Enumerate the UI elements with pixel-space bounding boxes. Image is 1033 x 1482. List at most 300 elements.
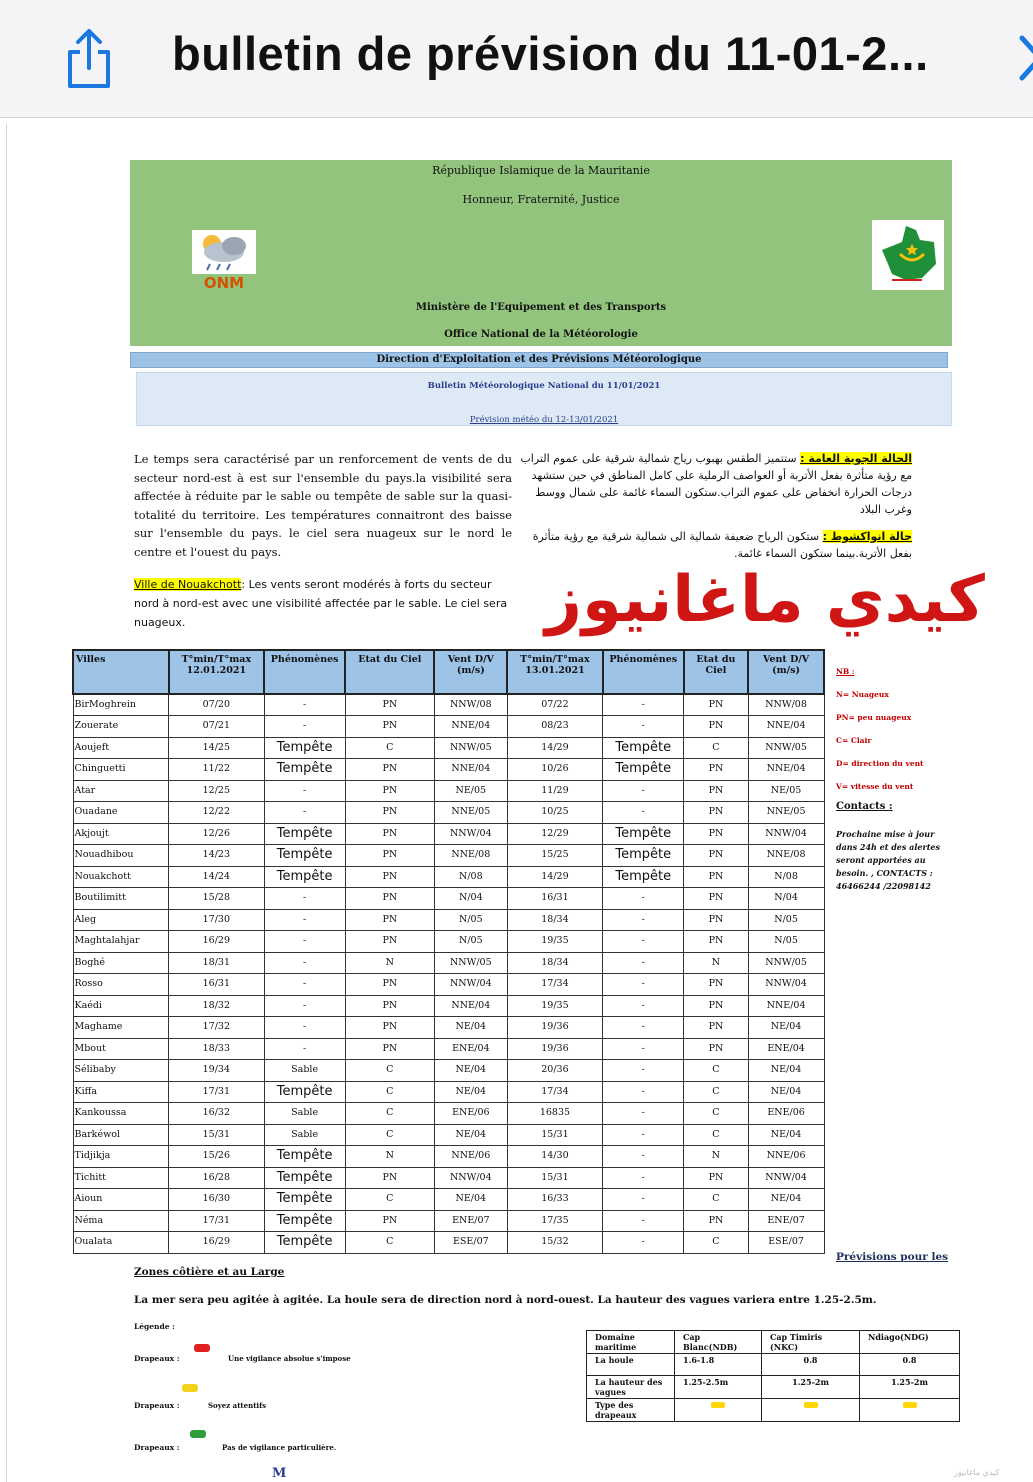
- ar-general-text: ستتميز الطقس بهبوب رياح شمالية شرقية على عموم التراب مع رؤية متأثرة بفعل الأتربة أو العواصف الرملية على كامل المناطق في حين ستشهد درجات الحرارة انخفاض على عموم التراب.ستكون السماء غائمة على شمال ووسط وغرب البلاد: [520, 452, 912, 516]
- table-cell: 19/36: [507, 1038, 603, 1060]
- table-cell: 17/34: [507, 974, 603, 996]
- table-cell: NE/04: [748, 1060, 824, 1082]
- table-cell: N/05: [434, 931, 507, 953]
- table-cell: 14/29: [507, 866, 603, 888]
- table-row: [73, 845, 824, 867]
- table-cell: 19/36: [507, 1017, 603, 1039]
- table-cell: 11/22: [169, 759, 265, 781]
- table-cell: Sable: [264, 1124, 345, 1146]
- table-cell: 08/23: [507, 716, 603, 738]
- yellow-flag-icon: [903, 1402, 917, 1408]
- table-cell: ENE/07: [748, 1210, 824, 1232]
- table-row: [73, 1124, 824, 1146]
- marine-header-cell: Cap Blanc(NDB): [675, 1331, 762, 1354]
- table-cell: PN: [345, 866, 434, 888]
- city-name: Maghame: [73, 1017, 169, 1039]
- table-cell: Sable: [264, 1060, 345, 1082]
- table-cell: 18/34: [507, 952, 603, 974]
- table-row: [73, 1210, 824, 1232]
- bulletin-line: Bulletin Météorologique National du 11/01/2021: [427, 381, 661, 391]
- table-cell: NE/05: [748, 780, 824, 802]
- city-name: Kaédi: [73, 995, 169, 1017]
- table-row: [73, 737, 824, 759]
- table-cell: PN: [684, 780, 748, 802]
- table-row: [73, 931, 824, 953]
- table-cell: 15/31: [507, 1124, 603, 1146]
- table-cell: PN: [345, 845, 434, 867]
- table-row: [73, 1167, 824, 1189]
- table-cell: NE/04: [434, 1124, 507, 1146]
- motto-line: Honneur, Fraternité, Justice: [462, 193, 620, 206]
- table-cell: PN: [345, 1038, 434, 1060]
- table-row: [73, 974, 824, 996]
- table-cell: C: [345, 1124, 434, 1146]
- table-cell: ENE/07: [434, 1210, 507, 1232]
- table-cell: PN: [684, 931, 748, 953]
- table-row: [73, 694, 824, 716]
- table-cell: 18/32: [169, 995, 265, 1017]
- table-cell: 14/24: [169, 866, 265, 888]
- table-cell: 16/29: [169, 931, 265, 953]
- city-name: Maghtalahjar: [73, 931, 169, 953]
- table-cell: 17/30: [169, 909, 265, 931]
- nouakchott-forecast-fr: [134, 575, 512, 632]
- table-cell: C: [684, 737, 748, 759]
- table-cell: 18/33: [169, 1038, 265, 1060]
- m-logo: M: [272, 1466, 287, 1481]
- contacts-text: Prochaine mise à jour dans 24h et des alertes seront apportées au besoin. , CONTACTS : 46466244 /22098142: [836, 829, 940, 891]
- table-cell: ENE/04: [434, 1038, 507, 1060]
- table-row: [73, 1017, 824, 1039]
- table-cell: C: [684, 1103, 748, 1125]
- marine-row: [587, 1376, 960, 1399]
- table-row: [73, 952, 824, 974]
- share-icon[interactable]: [58, 28, 120, 90]
- table-cell: PN: [345, 888, 434, 910]
- table-cell: PN: [684, 845, 748, 867]
- forecast-table: [72, 649, 825, 1254]
- table-cell: -: [264, 909, 345, 931]
- table-cell: -: [603, 802, 684, 824]
- city-name: Aleg: [73, 909, 169, 931]
- table-cell: PN: [345, 694, 434, 716]
- flag-label-green: Drapeaux :: [134, 1443, 180, 1452]
- flag-desc-green: Pas de vigilance particulière.: [222, 1443, 337, 1452]
- table-row: [73, 1146, 824, 1168]
- table-cell: ESE/07: [748, 1232, 824, 1254]
- table-cell: PN: [345, 823, 434, 845]
- table-cell: Tempête: [264, 1081, 345, 1103]
- marine-cell: 0.8: [762, 1354, 860, 1376]
- marine-cell: 1.25-2m: [860, 1376, 960, 1399]
- marine-header-cell: Cap Timiris (NKC): [762, 1331, 860, 1354]
- table-cell: 20/36: [507, 1060, 603, 1082]
- table-row: [73, 780, 824, 802]
- table-row: [73, 1103, 824, 1125]
- onm-logo: [190, 228, 258, 292]
- city-name: Zouerate: [73, 716, 169, 738]
- table-cell: 16/32: [169, 1103, 265, 1125]
- previsions-pour-les: Prévisions pour les: [836, 1251, 949, 1263]
- legend-v: V= vitesse du vent: [836, 782, 914, 791]
- yellow-flag-icon: [182, 1384, 198, 1392]
- table-cell: NNE/04: [434, 759, 507, 781]
- table-cell: 16/33: [507, 1189, 603, 1211]
- nouakchott-text: : Les vents seront modérés à forts du secteur nord à nord-est avec une visibilité affectée par le sable. Le ciel sera nuageux.: [134, 578, 508, 629]
- table-cell: PN: [684, 694, 748, 716]
- table-cell: N: [345, 1146, 434, 1168]
- table-cell: NNE/04: [434, 716, 507, 738]
- table-cell: PN: [684, 802, 748, 824]
- table-cell: PN: [684, 974, 748, 996]
- table-cell: PN: [684, 909, 748, 931]
- table-cell: PN: [684, 716, 748, 738]
- city-name: Akjoujt: [73, 823, 169, 845]
- general-situation-fr: Le temps sera caractérisé par un renforcement de vents de du secteur nord-est à est sur l'ensemble du pays.la visibilité sera affectée à réduite par le sable ou tempête de sable sur la quasi-totalité du territoire. Les températures connaitront des baisse sur l'ensemble du pays. le ciel sera nuageux sur le nord le centre et l'ouest du pays.: [134, 452, 512, 559]
- table-cell: Tempête: [264, 1167, 345, 1189]
- table-cell: PN: [345, 1017, 434, 1039]
- table-cell: N/05: [748, 931, 824, 953]
- legend-n: N= Nuageux: [836, 690, 889, 699]
- table-cell: Tempête: [264, 1146, 345, 1168]
- table-cell: NE/04: [748, 1017, 824, 1039]
- table-cell: -: [603, 974, 684, 996]
- table-cell: 15/26: [169, 1146, 265, 1168]
- contacts-heading: Contacts :: [836, 801, 893, 812]
- table-cell: N/05: [748, 909, 824, 931]
- table-cell: PN: [345, 974, 434, 996]
- city-name: Tichitt: [73, 1167, 169, 1189]
- yellow-flag-icon: [804, 1402, 818, 1408]
- table-cell: -: [264, 1038, 345, 1060]
- table-cell: 16/31: [507, 888, 603, 910]
- marine-row: [587, 1354, 960, 1376]
- table-cell: N: [684, 952, 748, 974]
- table-cell: NNE/08: [434, 845, 507, 867]
- sea-text: La mer sera peu agitée à agitée. La houle sera de direction nord à nord-ouest. La hauteur des vagues variera entre 1.25-2.5m.: [134, 1294, 877, 1306]
- table-cell: 12/29: [507, 823, 603, 845]
- table-row: [73, 1232, 824, 1254]
- table-cell: 12/25: [169, 780, 265, 802]
- table-cell: -: [603, 909, 684, 931]
- table-cell: 10/26: [507, 759, 603, 781]
- table-cell: -: [603, 931, 684, 953]
- table-cell: -: [603, 1167, 684, 1189]
- table-row: [73, 888, 824, 910]
- table-cell: NNE/04: [748, 995, 824, 1017]
- table-cell: PN: [684, 1017, 748, 1039]
- table-header-cell: Etat du Ciel: [684, 650, 748, 694]
- prevision-line: Prévision météo du 12-13/01/2021: [469, 415, 619, 425]
- table-cell: PN: [345, 995, 434, 1017]
- table-cell: ENE/06: [434, 1103, 507, 1125]
- city-name: Atar: [73, 780, 169, 802]
- marine-table: [586, 1330, 960, 1422]
- table-cell: 17/34: [507, 1081, 603, 1103]
- table-row: [73, 716, 824, 738]
- table-row: [73, 802, 824, 824]
- table-cell: 19/34: [169, 1060, 265, 1082]
- table-cell: NNE/04: [434, 995, 507, 1017]
- republic-line: République Islamique de la Mauritanie: [432, 164, 650, 177]
- red-flag-icon: [194, 1344, 210, 1352]
- marine-cell: La hauteur des vagues: [587, 1376, 675, 1399]
- table-header-cell: Vent D/V (m/s): [748, 650, 824, 694]
- table-cell: Tempête: [264, 845, 345, 867]
- table-cell: NE/04: [434, 1081, 507, 1103]
- table-cell: -: [603, 716, 684, 738]
- table-cell: PN: [345, 909, 434, 931]
- table-cell: N/05: [434, 909, 507, 931]
- top-bar: [0, 0, 1033, 118]
- table-row: [73, 909, 824, 931]
- marine-cell: Type des drapeaux: [587, 1399, 675, 1422]
- table-cell: NNW/04: [434, 974, 507, 996]
- table-cell: Tempête: [264, 1232, 345, 1254]
- table-cell: 12/22: [169, 802, 265, 824]
- table-cell: 17/31: [169, 1210, 265, 1232]
- table-cell: NE/04: [748, 1189, 824, 1211]
- table-cell: NNE/04: [748, 716, 824, 738]
- table-cell: -: [603, 694, 684, 716]
- table-cell: ENE/04: [748, 1038, 824, 1060]
- table-cell: PN: [684, 1210, 748, 1232]
- table-cell: NNW/04: [748, 974, 824, 996]
- table-row: [73, 759, 824, 781]
- table-cell: PN: [684, 888, 748, 910]
- table-row: [73, 823, 824, 845]
- table-cell: 11/29: [507, 780, 603, 802]
- table-cell: NE/04: [434, 1017, 507, 1039]
- table-cell: 07/20: [169, 694, 265, 716]
- marine-cell: 1.25-2.5m: [675, 1376, 762, 1399]
- table-cell: 15/28: [169, 888, 265, 910]
- city-name: Sélibaby: [73, 1060, 169, 1082]
- zones-heading: Zones côtière et au Large: [134, 1266, 285, 1278]
- table-cell: N/08: [434, 866, 507, 888]
- table-cell: Tempête: [603, 866, 684, 888]
- table-header-cell: Villes: [73, 650, 169, 694]
- table-cell: NNE/06: [434, 1146, 507, 1168]
- table-cell: PN: [345, 1167, 434, 1189]
- marine-row: [587, 1399, 960, 1422]
- city-name: Chinguetti: [73, 759, 169, 781]
- table-cell: 18/31: [169, 952, 265, 974]
- table-cell: 07/21: [169, 716, 265, 738]
- table-cell: 19/35: [507, 995, 603, 1017]
- city-name: Kiffa: [73, 1081, 169, 1103]
- table-header-cell: Vent D/V (m/s): [434, 650, 507, 694]
- table-header-cell: Phénomènes: [603, 650, 684, 694]
- table-cell: 16/30: [169, 1189, 265, 1211]
- table-row: [73, 1060, 824, 1082]
- flag-legend-heading: Légende :: [134, 1322, 175, 1331]
- table-cell: 07/22: [507, 694, 603, 716]
- ministry-line: Ministère de l'Equipement et des Transports: [415, 302, 667, 313]
- table-cell: -: [603, 995, 684, 1017]
- table-cell: Sable: [264, 1103, 345, 1125]
- table-cell: NNW/05: [434, 952, 507, 974]
- mauritania-map-flag-logo: [872, 220, 944, 290]
- table-cell: C: [345, 1060, 434, 1082]
- table-row: [73, 1081, 824, 1103]
- flag-label-red: Drapeaux :: [134, 1354, 180, 1363]
- table-cell: NNE/05: [748, 802, 824, 824]
- table-cell: PN: [684, 823, 748, 845]
- table-cell: -: [603, 780, 684, 802]
- table-cell: -: [264, 974, 345, 996]
- table-cell: -: [603, 1146, 684, 1168]
- general-situation-ar: [520, 450, 912, 518]
- table-cell: -: [603, 888, 684, 910]
- city-name: Aoujeft: [73, 737, 169, 759]
- legend-d: D= direction du vent: [836, 759, 924, 768]
- city-name: Mbout: [73, 1038, 169, 1060]
- table-cell: 17/31: [169, 1081, 265, 1103]
- table-cell: PN: [345, 802, 434, 824]
- table-cell: C: [684, 1232, 748, 1254]
- table-cell: NNE/08: [748, 845, 824, 867]
- marine-flag-cell: [860, 1399, 960, 1422]
- city-name: Barkéwol: [73, 1124, 169, 1146]
- table-cell: 15/25: [507, 845, 603, 867]
- table-cell: NNW/04: [748, 1167, 824, 1189]
- city-name: Kankoussa: [73, 1103, 169, 1125]
- table-header-row: [73, 650, 824, 694]
- bulletin-box: [136, 372, 952, 426]
- table-cell: NNW/05: [434, 737, 507, 759]
- table-cell: 16835: [507, 1103, 603, 1125]
- table-cell: 14/25: [169, 737, 265, 759]
- marine-cell: La houle: [587, 1354, 675, 1376]
- nouakchott-forecast-ar: [520, 528, 912, 562]
- chevron-right-icon[interactable]: [1016, 28, 1033, 88]
- legend-c: C= Clair: [836, 736, 872, 745]
- table-row: [73, 866, 824, 888]
- city-name: Oualata: [73, 1232, 169, 1254]
- table-cell: Tempête: [264, 1189, 345, 1211]
- table-header-cell: Etat du Ciel: [345, 650, 434, 694]
- ar-nkc-text: ستكون الرياح ضعيفة شمالية الى شمالية شرقية مع رؤية متأثرة بفعل الأتربة.بينما ستكون السماء غائمة.: [532, 530, 912, 560]
- flag-label-yellow: Drapeaux :: [134, 1401, 180, 1410]
- table-cell: PN: [345, 759, 434, 781]
- table-cell: -: [603, 1038, 684, 1060]
- table-cell: -: [264, 952, 345, 974]
- ar-nkc-label: حالة انواكشوط :: [822, 530, 912, 543]
- table-cell: N/08: [748, 866, 824, 888]
- table-cell: C: [345, 1189, 434, 1211]
- table-cell: C: [345, 737, 434, 759]
- table-cell: PN: [345, 1210, 434, 1232]
- table-cell: -: [264, 780, 345, 802]
- city-name: Nouadhibou: [73, 845, 169, 867]
- table-cell: 14/29: [507, 737, 603, 759]
- nouakchott-label: Ville de Nouakchott: [134, 578, 242, 591]
- table-row: [73, 1038, 824, 1060]
- table-cell: N: [684, 1146, 748, 1168]
- table-cell: Tempête: [603, 737, 684, 759]
- document-title: bulletin de prévision du 11-01-2...: [172, 27, 929, 80]
- marine-flag-cell: [675, 1399, 762, 1422]
- table-legend: [836, 660, 956, 798]
- city-name: Néma: [73, 1210, 169, 1232]
- corner-watermark: كيدي ماغانيوز: [954, 1468, 1000, 1477]
- table-header-cell: T°min/T°max 12.01.2021: [169, 650, 265, 694]
- city-name: BirMoghrein: [73, 694, 169, 716]
- table-cell: Tempête: [264, 759, 345, 781]
- table-cell: 14/23: [169, 845, 265, 867]
- flag-desc-yellow: Soyez attentifs: [208, 1401, 267, 1410]
- table-cell: -: [264, 716, 345, 738]
- table-cell: NE/04: [434, 1189, 507, 1211]
- table-cell: PN: [684, 759, 748, 781]
- office-line: Office National de la Météorologie: [444, 329, 638, 340]
- marine-cell: 1.25-2m: [762, 1376, 860, 1399]
- city-name: Ouadane: [73, 802, 169, 824]
- city-name: Tidjikja: [73, 1146, 169, 1168]
- table-cell: -: [603, 952, 684, 974]
- table-cell: -: [603, 1017, 684, 1039]
- table-cell: C: [684, 1189, 748, 1211]
- table-row: [73, 995, 824, 1017]
- table-cell: NNE/05: [434, 802, 507, 824]
- table-cell: Tempête: [264, 866, 345, 888]
- table-cell: PN: [684, 866, 748, 888]
- table-cell: PN: [684, 995, 748, 1017]
- table-cell: PN: [345, 716, 434, 738]
- direction-bar: Direction d'Exploitation et des Prévisions Météorologique: [130, 352, 948, 368]
- table-cell: 17/35: [507, 1210, 603, 1232]
- city-name: Boghé: [73, 952, 169, 974]
- table-cell: NNE/06: [748, 1146, 824, 1168]
- table-cell: 10/25: [507, 802, 603, 824]
- table-cell: 16/31: [169, 974, 265, 996]
- table-cell: N/04: [434, 888, 507, 910]
- marine-header-cell: Ndiago(NDG): [860, 1331, 960, 1354]
- table-cell: NE/04: [748, 1081, 824, 1103]
- table-cell: Tempête: [264, 1210, 345, 1232]
- yellow-flag-icon: [711, 1402, 725, 1408]
- table-cell: NNW/04: [434, 823, 507, 845]
- table-cell: -: [603, 1124, 684, 1146]
- table-cell: NNW/08: [748, 694, 824, 716]
- table-cell: NNW/08: [434, 694, 507, 716]
- table-cell: C: [345, 1081, 434, 1103]
- table-cell: PN: [345, 780, 434, 802]
- table-cell: -: [264, 888, 345, 910]
- table-cell: ENE/06: [748, 1103, 824, 1125]
- table-cell: 17/32: [169, 1017, 265, 1039]
- watermark-text: كيدي ماغانيوز: [545, 563, 985, 637]
- table-cell: Tempête: [603, 845, 684, 867]
- table-cell: -: [264, 694, 345, 716]
- table-row: [73, 1189, 824, 1211]
- table-cell: 18/34: [507, 909, 603, 931]
- table-cell: -: [603, 1060, 684, 1082]
- table-cell: C: [684, 1081, 748, 1103]
- table-cell: -: [603, 1232, 684, 1254]
- table-cell: 15/31: [169, 1124, 265, 1146]
- table-cell: PN: [345, 931, 434, 953]
- city-name: Nouakchott: [73, 866, 169, 888]
- table-cell: Tempête: [264, 737, 345, 759]
- table-cell: 19/35: [507, 931, 603, 953]
- table-cell: -: [603, 1210, 684, 1232]
- table-cell: ESE/07: [434, 1232, 507, 1254]
- table-cell: PN: [684, 1038, 748, 1060]
- table-cell: NE/04: [434, 1060, 507, 1082]
- table-cell: NE/05: [434, 780, 507, 802]
